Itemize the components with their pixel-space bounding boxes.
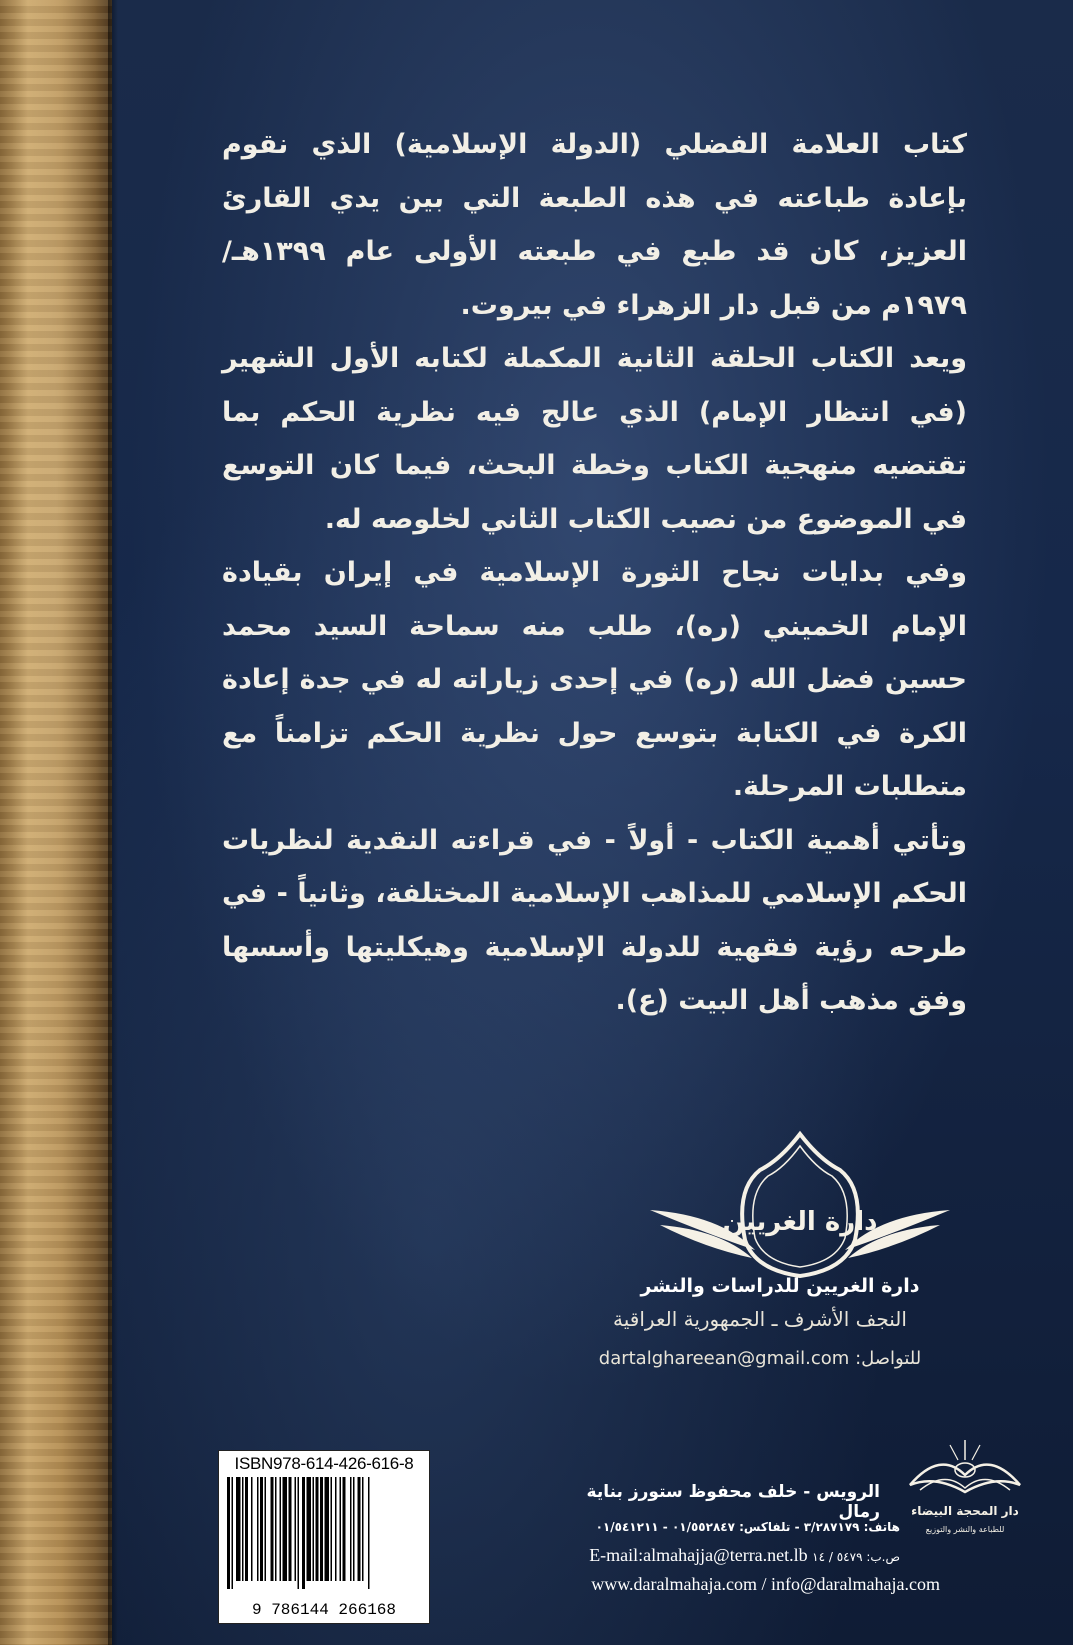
contact-label: للتواصل:	[855, 1348, 922, 1369]
publisher-contact	[560, 1348, 960, 1369]
blurb-paragraph-3: وفي بدايات نجاح الثورة الإسلامية في إيران بقيادة الإمام الخميني (ره)، طلب منه سماحة السيد محمد حسين فضل الله (ره) في إحدى زياراته له في جدة إعادة الكرة في الكتابة بتوسع حول نظرية الحكم تزامناً مع متطلبات المرحلة.	[222, 557, 967, 802]
barcode-bar	[316, 1477, 319, 1581]
barcode-bar	[251, 1477, 253, 1581]
barcode-bar	[325, 1477, 330, 1581]
blurb-paragraph-2: ويعد الكتاب الحلقة الثانية المكملة لكتابه الأول الشهير (في انتظار الإمام) الذي عالج فيه نظرية الحكم بما تقتضيه منهجية الكتاب وخطة البحث، فيما كان التوسع في الموضوع من نصيب الكتاب الثاني لخلوصه له.	[222, 343, 967, 535]
barcode-bar	[343, 1477, 346, 1581]
book-spine	[0, 0, 112, 1645]
barcode-digits: 9 786144 266168	[251, 1601, 397, 1619]
distributor-logo-text: دار المحجة البيضاء	[911, 1504, 1019, 1518]
publisher-name: دارة الغريين للدراسات والنشر	[640, 1275, 920, 1297]
barcode-bar	[227, 1477, 230, 1589]
contact-email[interactable]: dartalghareean@gmail.com	[598, 1348, 850, 1369]
barcode-bar	[275, 1477, 277, 1581]
barcode-bar	[358, 1477, 361, 1581]
barcode-bar	[353, 1477, 355, 1581]
isbn-barcode	[218, 1450, 430, 1624]
distributor-website[interactable]: www.daralmahaja.com / info@daralmahaja.com	[591, 1574, 940, 1594]
barcode-bar	[265, 1477, 267, 1581]
barcode-bar	[340, 1477, 342, 1581]
barcode-bar	[307, 1477, 312, 1581]
publisher-logo-text: دارة الغريين	[722, 1207, 878, 1237]
barcode-bar	[350, 1477, 352, 1581]
barcode-bar	[298, 1477, 300, 1589]
barcode-bar	[289, 1477, 292, 1581]
barcode-bar	[313, 1477, 315, 1581]
barcode-bar	[245, 1477, 248, 1581]
barcode-bar	[236, 1477, 241, 1581]
barcode-bar	[335, 1477, 337, 1581]
distributor-email[interactable]: E-mail:almahajja@terra.net.lb	[589, 1545, 808, 1565]
distributor-logo	[900, 1430, 1030, 1550]
barcode-bar	[232, 1477, 234, 1589]
distributor-email-row	[500, 1545, 900, 1566]
barcode-bar	[295, 1477, 297, 1581]
barcode-bar	[242, 1477, 244, 1581]
barcode-bar	[260, 1477, 263, 1581]
publisher-logo	[650, 1130, 950, 1280]
distributor-po-box: ص.ب: ٥٤٧٩ / ١٤	[812, 1550, 900, 1564]
barcode-bar	[283, 1477, 288, 1581]
blurb-paragraph-4: وتأتي أهمية الكتاب - أولاً - في قراءته النقدية لنظريات الحكم الإسلامي للمذاهب الإسلامية المختلفة، وثانياً - في طرحه رؤية فقهية للدولة الإسلامية وهيكليتها وأسسها وفق مذهب أهل البيت (ع).	[222, 824, 967, 1016]
barcode-bar	[368, 1477, 370, 1589]
barcode-bar	[362, 1477, 364, 1581]
isbn-number: ISBN978-614-426-616-8	[234, 1454, 414, 1473]
barcode-bar	[320, 1477, 323, 1581]
barcode-bar	[280, 1477, 282, 1581]
publisher-location: النجف الأشرف ـ الجمهورية العراقية	[613, 1307, 907, 1331]
blurb-paragraph-1: كتاب العلامة الفضلي (الدولة الإسلامية) الذي نقوم بإعادة طباعته في هذه الطبعة التي بين يدي القارئ العزيز، كان قد طبع في طبعته الأولى عام ١٣٩٩هـ/١٩٧٩م من قبل دار الزهراء في بيروت.	[222, 129, 967, 321]
distributor-logo-sub: للطباعة والنشر والتوزيع	[925, 1525, 1005, 1534]
barcode-bar	[271, 1477, 274, 1581]
barcode-bar	[302, 1477, 305, 1589]
distributor-phone: هاتف: ٣/٢٨٧١٧٩ - تلفاكس: ٠١/٥٥٢٨٤٧ - ٠١/٥٤١٢١١	[595, 1520, 900, 1534]
barcode-bar	[257, 1477, 259, 1581]
distributor-address: الرويس - خلف محفوظ ستورز بناية رمال	[586, 1482, 880, 1522]
spine-shadow	[108, 0, 118, 1645]
blurb-text	[222, 118, 967, 1028]
barcode-bars	[227, 1477, 421, 1589]
barcode-bar	[331, 1477, 333, 1581]
